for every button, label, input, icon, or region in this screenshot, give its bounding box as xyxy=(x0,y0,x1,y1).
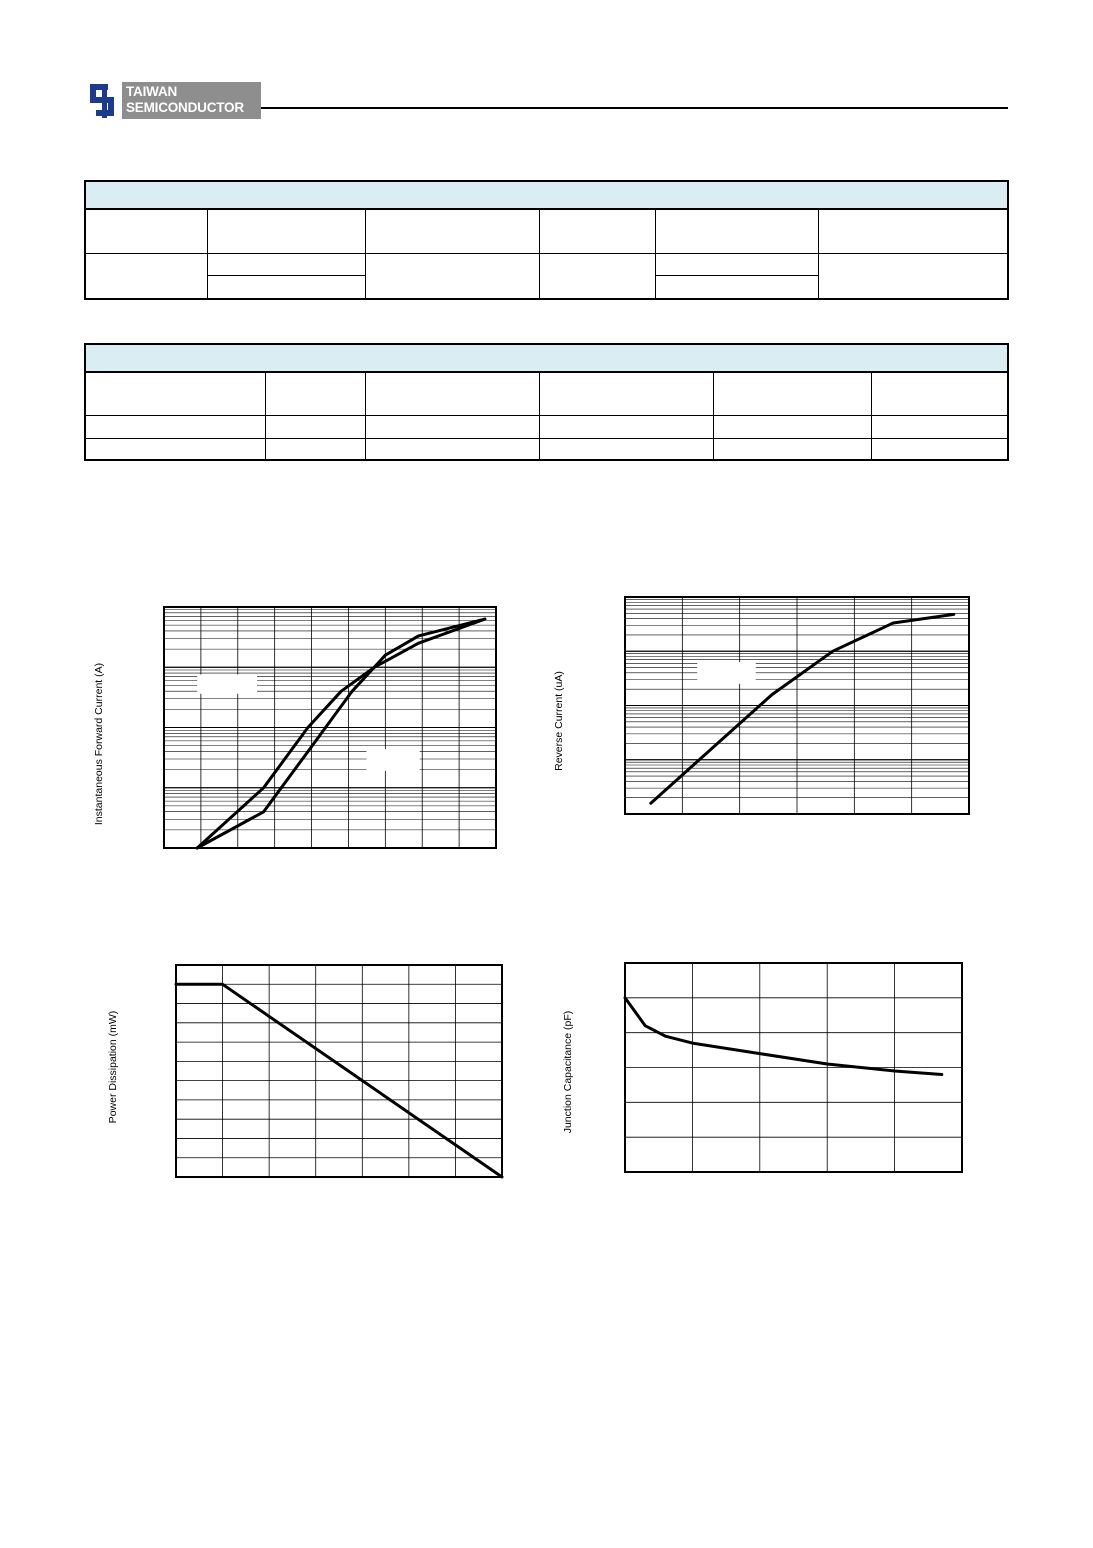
power-dissipation-chart xyxy=(172,962,506,1180)
table-header-band xyxy=(86,345,1007,373)
plot-area xyxy=(176,965,502,1177)
legend-box xyxy=(197,674,257,693)
power-dissipation-y-label: Power Dissipation (mW) xyxy=(107,1010,119,1124)
reverse-current-y-label: Reverse Current (uA) xyxy=(553,671,565,771)
reverse-current-chart xyxy=(621,594,973,818)
ordering-info-table xyxy=(84,180,1009,300)
marking-info-table xyxy=(84,343,1009,461)
junction-capacitance-y-label: Junction Capacitance (pF) xyxy=(562,1010,574,1134)
company-logo xyxy=(88,82,261,119)
forward-current-y-label: Instantaneous Forward Current (A) xyxy=(93,662,105,826)
header-rule xyxy=(261,107,1008,109)
legend-box xyxy=(697,662,755,684)
junction-capacitance-chart xyxy=(621,960,966,1176)
brand-line-1: TAIWAN xyxy=(126,84,178,99)
forward-current-chart xyxy=(160,604,500,852)
ts-logo-icon xyxy=(88,82,118,119)
brand-name xyxy=(122,82,261,119)
table-header-band xyxy=(86,182,1007,210)
brand-line-2: SEMICONDUCTOR xyxy=(126,100,244,115)
legend-box xyxy=(367,749,420,771)
